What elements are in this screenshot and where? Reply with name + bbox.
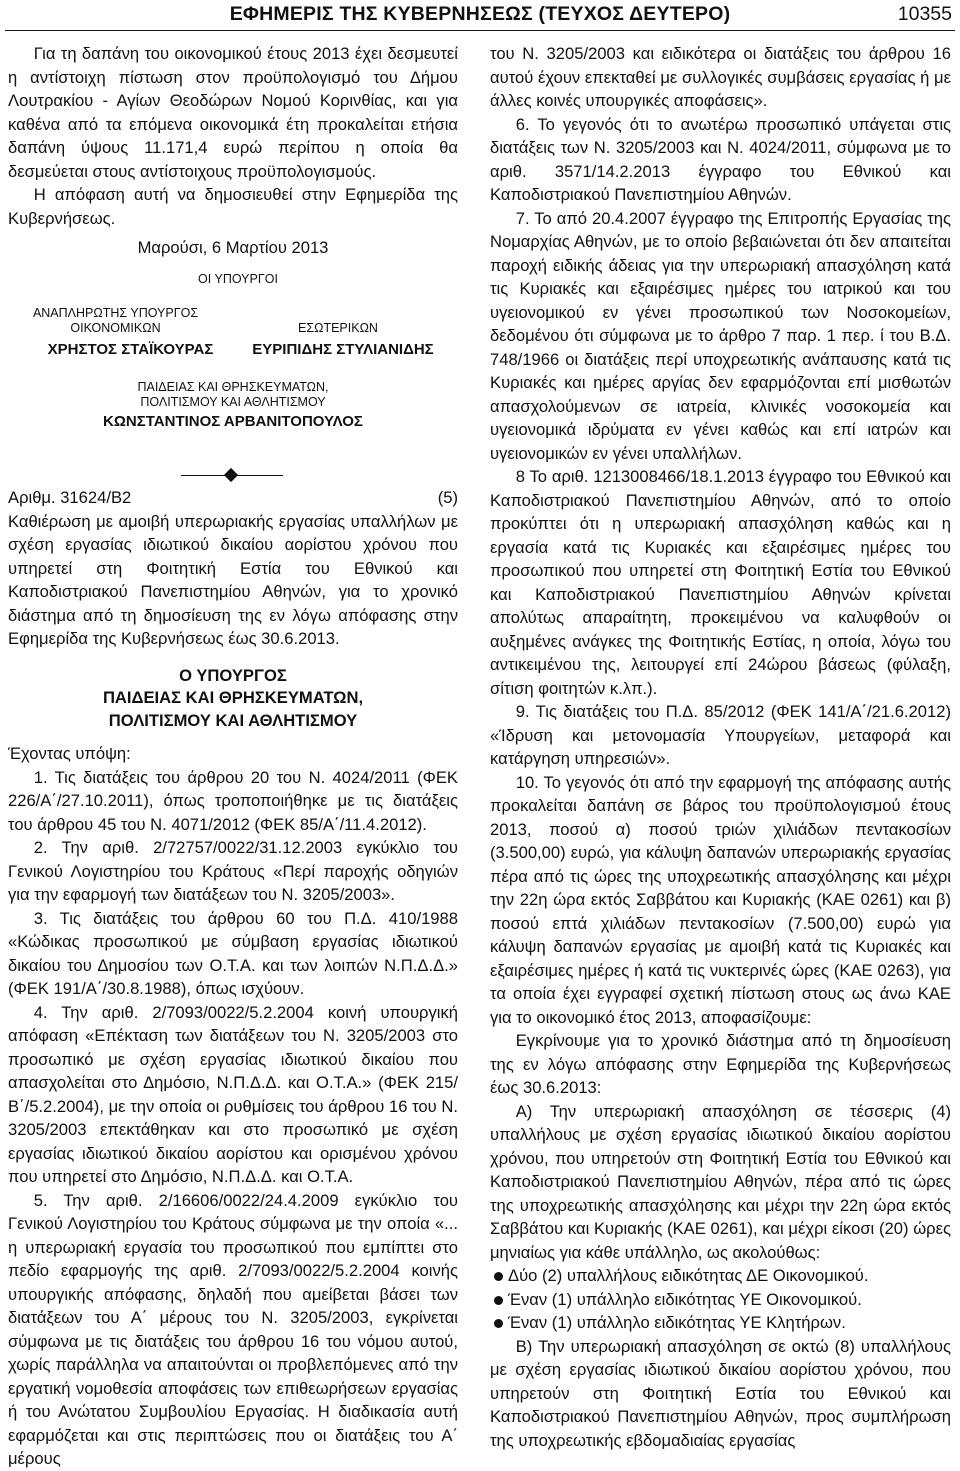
recital-10: 10. Το γεγονός ότι από την εφαρμογή της απόφασης αυτής προκαλείται δαπάνη σε βάρος του προϋπολογισμού έτους 2013, ποσού α) ποσού τριών χιλιάδων πεντακοσίων (3.500,00) ευρώ, για κάλυψη δαπανών υπερωριακής εργασίας πέρα από τις ώρες της υποχρεωτικής απασχόλησης και μέχρι την 22η ώρα εκτός Σαββάτου και Κυριακής (ΚΑΕ 0261) και β) ποσού επτά χιλιάδων πεντακοσίων (7.500,00) ευρώ για κάλυψη δαπανών εργασίας με αμοιβή κατά τις Κυριακές και εξαιρέσιμες ημέρες ή κατά τις νυκτερινές ώρες (ΚΑΕ 0263), για τα οποία έχει εγγραφεί σχετική πίστωση στους ως άνω ΚΑΕ για το οικονομικό έτος 2013, αποφασίζουμε: [490,772,951,1027]
signature-block [8,258,458,466]
education-ministry-label-1: ΠΑΙΔΕΙΑΣ ΚΑΙ ΘΡΗΣΚΕΥΜΑΤΩΝ, [137,380,329,394]
decision-number-row [8,486,458,510]
recital-9: 9. Τις διατάξεις του Π.Δ. 85/2012 (ΦΕΚ 141/Α΄/21.6.2012) «Ίδρυση και μετονομασία Υπουργείων, μεταφορά και κατάργηση υπηρεσιών». [490,702,951,768]
recital-5-continued: του Ν. 3205/2003 και ειδικότερα οι διατάξεις του άρθρου 16 αυτού έχουν επεκταθεί με συλλογικές συμβάσεις εργασίας ή με άλλες κοινές υπουργικές αποφάσεις». [490,44,951,110]
recital-6: 6. Το γεγονός ότι το ανωτέρω προσωπικό υπάγεται στις διατάξεις των Ν. 3205/2003 και Ν. 4024/2011, σύμφωνα με το αριθ. 3571/14.2.2013 έγγραφο του Εθνικού και Καποδιστριακού Πανεπιστημίου Αθηνών. [490,114,951,204]
finance-ministry-label: ΟΙΚΟΝΟΜΙΚΩΝ [70,321,161,335]
decision-title: Καθιέρωση με αμοιβή υπερωριακής εργασίας υπαλλήλων με σχέση εργασίας ιδιωτικού δικαίου αορίστου χρόνου που υπηρετεί στη Φοιτητική Εστία του Εθνικού και Καποδιστριακού Πανεπιστημίου Αθηνών, για το χρονικό διάστημα από τη δημοσίευση της εν λόγω απόφασης στην Εφημερίδα της Κυβερνήσεως έως 30.6.2013. [8,511,458,648]
paragraph-publish: Η απόφαση αυτή να δημοσιευθεί στην Εφημερίδα της Κυβερνήσεως. [8,185,458,228]
minister-heading [8,665,458,733]
minister-heading-3: ΠΟΛΙΤΙΣΜΟΥ ΚΑΙ ΑΘΛΗΤΙΣΜΟΥ [108,710,358,730]
recital-1: 1. Τις διατάξεις του άρθρου 20 του Ν. 4024/2011 (ΦΕΚ 226/Α΄/27.10.2011), όπως τροποποιήθηκε με τις διατάξεις του άρθρου 45 του Ν. 4071/2012 (ΦΕΚ 85/Α΄/11.4.2012). [8,767,458,834]
decision-index: (5) [437,488,458,507]
minister-heading-2: ΠΑΙΔΕΙΑΣ ΚΑΙ ΘΡΗΣΚΕΥΜΑΤΩΝ, [102,688,364,707]
recital-3: 3. Τις διατάξεις του άρθρου 60 του Π.Δ. 410/1988 «Κώδικας προσωπικού με σύμβαση εργασίας ιδιωτικού δικαίου του Δημοσίου των Ο.Τ.Α. και των λοιπών Ν.Π.Δ.Δ.» (ΦΕΚ 191/Α΄/30.8.1988), όπως ισχύουν. [8,908,458,998]
gazette-header [0,0,960,36]
left-column [8,42,458,1471]
education-minister-name: ΚΩΝΣΤΑΝΤΙΝΟΣ ΑΡΒΑΝΙΤΟΠΟΥΛΟΣ [103,413,363,430]
decision-number: Αριθμ. 31624/Β2 [8,488,132,507]
interior-ministry-label: ΕΣΩΤΕΡΙΚΩΝ [298,321,378,335]
interior-minister-name: ΕΥΡΙΠΙΔΗΣ ΣΤΥΛΙΑΝΙΔΗΣ [252,341,434,358]
deputy-minister-label: ΑΝΑΠΛΗΡΩΤΗΣ ΥΠΟΥΡΓΟΣ [32,306,199,320]
paragraph-budget: Για τη δαπάνη του οικονομικού έτους 2013 έχει δεσμευτεί η αντίστοιχη πίστωση στον προϋπολογισμό του Δήμου Λουτρακίου - Αγίων Θεοδώρων Νομού Κορινθίας, και για καθένα από τα επόμενα οικονομικά έτη προκαλείται ετήσια δαπάνη ύψους 11.171,4 ευρώ περίπου η οποία θα δεσμεύεται στους αντίστοιχους προϋπολογισμούς. [8,44,458,181]
ministers-label: ΟΙ ΥΠΟΥΡΓΟΙ [198,272,278,286]
recital-4: 4. Την αριθ. 2/7093/0022/5.2.2004 κοινή υπουργική απόφαση «Επέκταση των διατάξεων του Ν. 3205/2003 στο προσωπικό με σχέση εργασίας ιδιωτικού δικαίου που απασχολείται στο Δημόσιο, Ν.Π.Δ.Δ. και Ο.Τ.Α.» (ΦΕΚ 215/Β΄/5.2.2004), με την οποία οι ρυθμίσεις του άρθρου 16 του Ν. 3205/2003 επεκτάθηκαν και στο προσωπικό με σχέση εργασίας ιδιωτικού δικαίου αορίστου και ορισμένου χρόνου που υπηρετεί στο Δημόσιο, Ν.Π.Δ.Δ. και Ο.Τ.Α. [8,1002,458,1186]
finance-minister-name: ΧΡΗΣΤΟΣ ΣΤΑΪΚΟΥΡΑΣ [47,341,214,358]
signature-date: Μαρούσι, 6 Μαρτίου 2013 [137,238,329,257]
header-rule [5,30,955,31]
minister-heading-1: Ο ΥΠΟΥΡΓΟΣ [179,665,287,685]
approval-paragraph: Εγκρίνουμε για το χρονικό διάστημα από τη δημοσίευση της εν λόγω απόφασης στην Εφημερίδα της Κυβερνήσεως έως 30.6.2013: [490,1031,951,1097]
divider-diamond-icon [224,468,238,482]
section-divider [8,468,458,482]
recital-2: 2. Την αριθ. 2/72757/0022/31.12.2003 εγκύκλιο του Γενικού Λογιστηρίου του Κράτους «Περί παροχής οδηγιών για την εφαρμογή των διατάξεων του Ν. 3205/2003». [8,838,458,904]
recital-8: 8 Το αριθ. 1213008466/18.1.2013 έγγραφο του Εθνικού και Καποδιστριακού Πανεπιστημίου Αθηνών, από το οποίο προκύπτει ότι η υπερωριακή απασχόληση καθώς και η εργασία κατά τις Κυριακές και εξαιρέσιμες ημέρες του προσωπικού που υπηρετεί στη Φοιτητική Εστία του Εθνικού και Καποδιστριακού Πανεπιστημίου Αθηνών κρίνεται απολύτως απαραίτητη, προκειμένου να καλυφθούν οι αυξημένες ανάγκες της Φοιτητικής Εστίας, η οποία, λόγω του αντικειμένου της, λειτουργεί επί 24ώρου βάσεως (φύλαξη, σίτιση φοιτητών κ.λπ.). [490,467,951,698]
clause-a: Α) Την υπερωριακή απασχόληση σε τέσσερις (4) υπαλλήλους με σχέση εργασίας ιδιωτικού δικαίου αορίστου χρόνου, που υπηρετούν στη Φοιτητική Εστία του Εθνικού και Καποδιστριακού Πανεπιστημίου Αθηνών, πέρα από τις ώρες της υποχρεωτικής απασχόλησης και μέχρι την 22η ώρα εκτός Σαββάτου και Κυριακής (ΚΑΕ 0261), και μέχρι είκοσι (20) ώρες μηνιαίως για κάθε υπάλληλο, ως ακολούθως: [490,1101,951,1262]
education-ministry-label-2: ΠΟΛΙΤΙΣΜΟΥ ΚΑΙ ΑΘΛΗΤΙΣΜΟΥ [140,395,326,409]
gazette-title: ΕΦΗΜΕΡΙΣ ΤΗΣ ΚΥΒΕΡΝΗΣΕΩΣ (ΤΕΥΧΟΣ ΔΕΥΤΕΡΟ) [229,3,731,25]
bullet-item: Έναν (1) υπάλληλο ειδικότητας ΥΕ Οικονομικού. [490,1288,951,1312]
bullet-item: Δύο (2) υπαλλήλους ειδικότητας ΔΕ Οικονομικού. [490,1264,951,1288]
right-column [490,42,951,1452]
page-number: 10355 [897,3,952,25]
bullet-item: Έναν (1) υπάλληλο ειδικότητας ΥΕ Κλητήρων. [490,1311,951,1335]
recital-7: 7. Το από 20.4.2007 έγγραφο της Επιτροπής Εργασίας της Νομαρχίας Αθηνών, με το οποίο βεβαιώνεται ότι δεν απαιτείται παροχή ειδικής άδειας για την υπερωριακή απασχόληση κατά τις Κυριακές και εξαιρέσιμες ημέρες του ιατρικού και του υγειονομικού εν γένει προσωπικού των Νοσοκομείων, δεδομένου ότι σύμφωνα με το άρθρο 7 παρ. 1 περ. ί του Β.Δ. 748/1966 οι διατάξεις περί υποχρεωτικής ανάπαυσης κατά τις Κυριακές και ημέρες αργίας δεν εφαρμόζονται επί μισθωτών απασχολούμενων σε ιατρεία, κλινικές νοσοκομεία και υγειονομικά ιδρύματα εν γένει καθώς και επί ιατρών και υγειονομικών εν γένει υπαλλήλων. [490,208,951,463]
recital-5: 5. Την αριθ. 2/16606/0022/24.4.2009 εγκύκλιο του Γενικού Λογιστηρίου του Κράτους σύμφωνα με την οποία «... η υπερωριακή εργασία του προσωπικού που εμπίπτει στο πεδίο εφαρμογής της αριθ. 2/7093/0022/5.2.2004 κοινής υπουργικής απόφασης, δηλαδή που αμείβεται βάσει των διατάξεων του Α΄ μέρους του Ν. 3205/2003, εγκρίνεται σύμφωνα με τις διατάξεις του άρθρου 16 του νόμου αυτού, χωρίς παράλληλα να απαιτούνται οι προβλεπόμενες από την εργατική νομοθεσία αποφάσεις των επιθεωρήσεων εργασίας ή του Ανώτατου Συμβουλίου Εργασίας. Η διαδικασία αυτή εφαρμόζεται και στις περιπτώσεις που οι διατάξεις του Α΄ μέρους [8,1190,458,1468]
having-regard: Έχοντας υπόψη: [8,744,131,763]
clause-b: Β) Την υπερωριακή απασχόληση σε οκτώ (8) υπαλλήλους με σχέση εργασίας ιδιωτικού δικαίου αορίστου χρόνου, που υπηρετούν στη Φοιτητική Εστία του Εθνικού και Καποδιστριακού Πανεπιστημίου Αθηνών, προς συμπλήρωση της υποχρεωτικής εβδομαδιαίας εργασίας [490,1336,951,1450]
